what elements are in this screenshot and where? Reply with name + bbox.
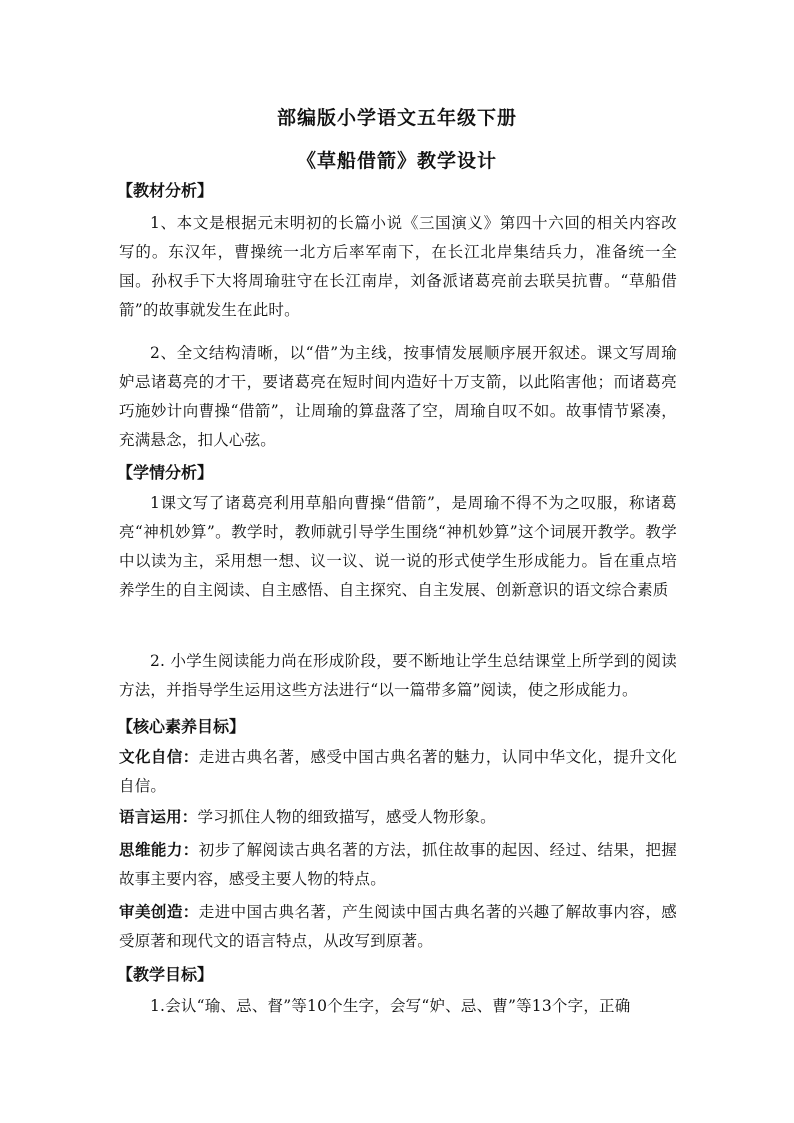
core-goal-label: 语言运用： bbox=[119, 808, 198, 826]
core-goal-text: 走进古典名著，感受中国古典名著的魅力，认同中华文化，提升文化自信。 bbox=[119, 748, 677, 795]
document-subtitle: 《草船借箭》教学设计 bbox=[296, 150, 497, 172]
heading-teaching-goals: 【教学目标】 bbox=[117, 965, 214, 984]
core-goal-text: 走进中国古典名著，产生阅读中国古典名著的兴趣了解故事内容，感受原著和现代文的语言特点，从改写到原著。 bbox=[119, 903, 677, 950]
heading-core-goals: 【核心素养目标】 bbox=[117, 717, 246, 736]
paragraph-textbook-analysis-2: 2、全文结构清晰，以“借”为主线，按事情发展顺序展开叙述。课文写周瑜妒忌诸葛亮的才干，要诸葛亮在短时间内造好十万支箭，以此陷害他；而诸葛亮巧施妙计向曹操“借箭”，让周瑜的算盘落了空，周瑜自叹不如。故事情节紧凑，充满悬念，扣人心弦。 bbox=[119, 344, 677, 449]
core-goal-thinking bbox=[119, 836, 677, 894]
core-goal-culture bbox=[119, 743, 677, 801]
core-goal-language bbox=[119, 803, 677, 832]
core-goal-label: 审美创造： bbox=[119, 903, 199, 921]
document-title: 部编版小学语文五年级下册 bbox=[276, 107, 517, 129]
paragraph-textbook-analysis-1: 1、本文是根据元末明初的长篇小说《三国演义》第四十六回的相关内容改写的。东汉年，曹操统一北方后率军南下，在长江北岸集结兵力，准备统一全国。孙权手下大将周瑜驻守在长江南岸，刘备派诸葛亮前去联吴抗曹。“草船借箭”的故事就发生在此时。 bbox=[119, 214, 677, 319]
core-goal-label: 思维能力： bbox=[119, 841, 199, 859]
core-goal-label: 文化自信： bbox=[119, 748, 199, 766]
heading-learner-analysis: 【学情分析】 bbox=[117, 463, 214, 482]
paragraph-learner-analysis-2: 2. 小学生阅读能力尚在形成阶段，要不断地让学生总结课堂上所学到的阅读方法，并指导学生运用这些方法进行“以一篇带多篇”阅读，使之形成能力。 bbox=[119, 652, 677, 699]
heading-textbook-analysis: 【教材分析】 bbox=[117, 181, 214, 200]
paragraph-learner-analysis-1: 1课文写了诸葛亮利用草船向曹操“借箭”，是周瑜不得不为之叹服，称诸葛亮“神机妙算”。教学时，教师就引导学生围绕“神机妙算”这个词展开教学。教学中以读为主，采用想一想、议一议、说一说的形式使学生形成能力。旨在重点培养学生的自主阅读、自主感悟、自主探究、自主发展、创新意识的语文综合素质 bbox=[119, 494, 677, 599]
core-goal-text: 初步了解阅读古典名著的方法，抓住故事的起因、经过、结果，把握故事主要内容，感受主要人物的特点。 bbox=[119, 841, 677, 888]
core-goal-aesthetics bbox=[119, 898, 677, 956]
core-goal-text: 学习抓住人物的细致描写，感受人物形象。 bbox=[197, 808, 496, 826]
paragraph-teaching-goals-1: 1.会认“瑜、忌、督”等10个生字，会写“妒、忌、曹”等13个字，正确 bbox=[150, 997, 631, 1015]
